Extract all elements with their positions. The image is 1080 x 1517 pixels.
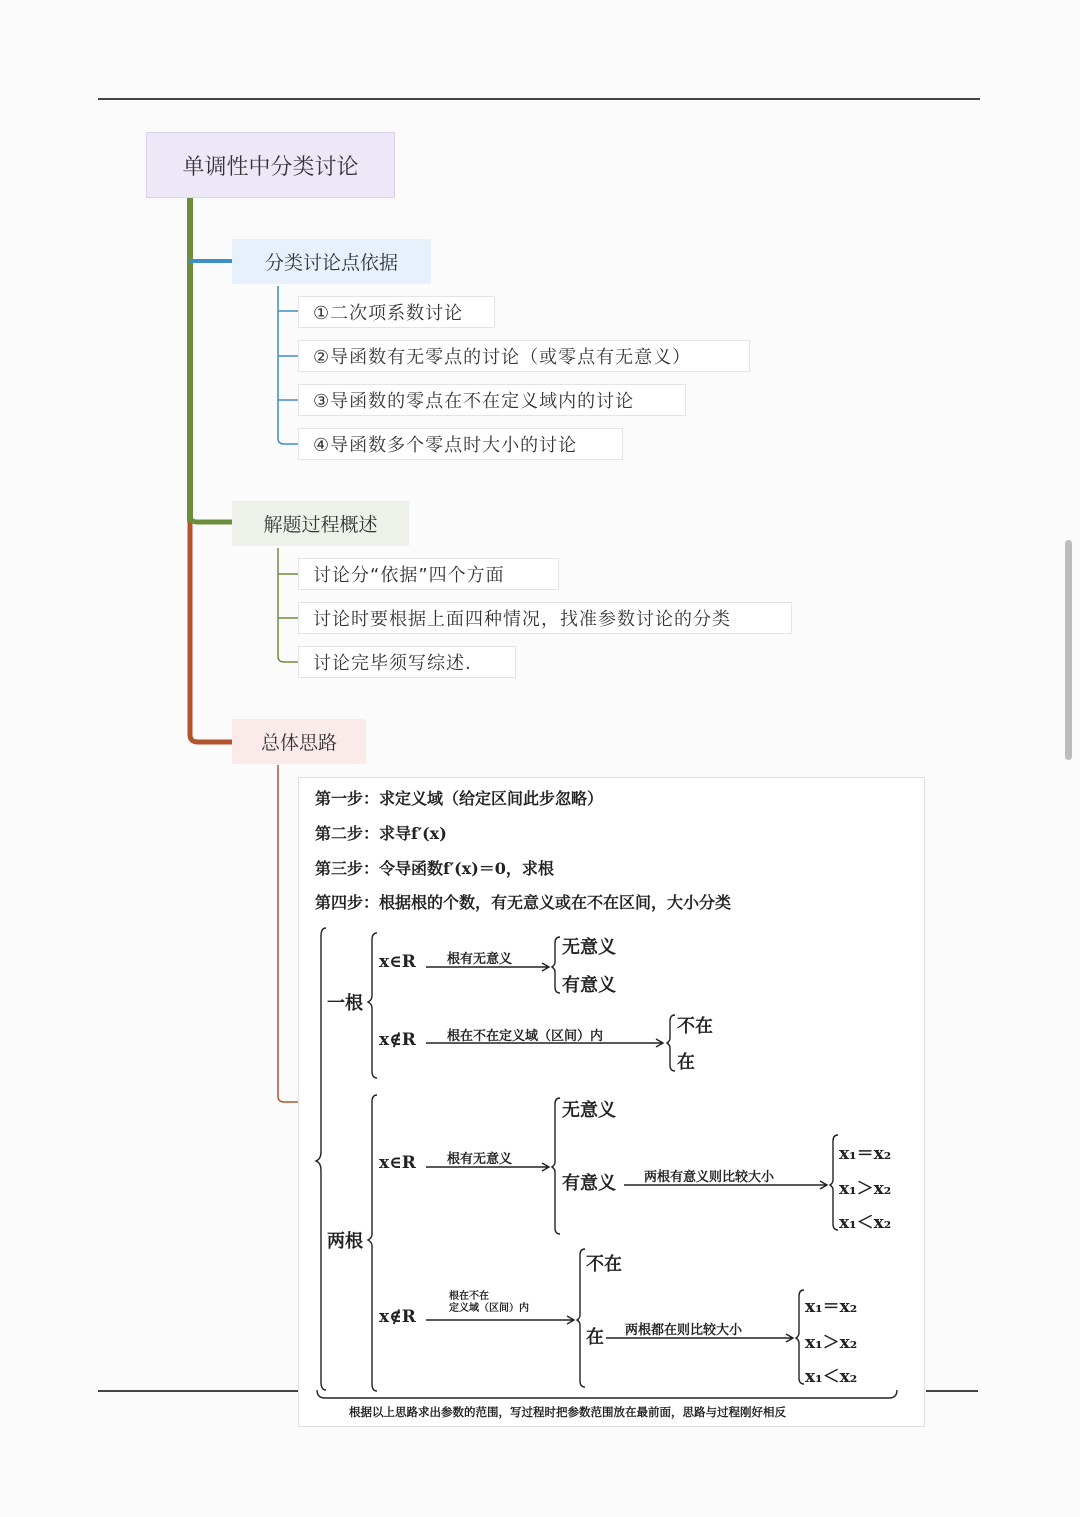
diagram-note: 根据以上思路求出参数的范围，写过程时把参数范围放在最前面，思路与过程刚好相反 (349, 1405, 786, 1419)
basis-item-text: ①二次项系数讨论 (313, 303, 464, 324)
two-roots-inR-gt: x₁＞x₂ (839, 1179, 892, 1199)
brace-two-notR (577, 1249, 585, 1387)
two-roots-notR-eq: x₁＝x₂ (805, 1297, 858, 1317)
one-root-notR-opt-in: 在 (677, 1052, 695, 1073)
one-root-label: 一根 (327, 993, 363, 1014)
section-process-label: 解题过程概述 (263, 514, 378, 536)
two-roots-notR-cond: x∉R (379, 1307, 416, 1327)
brace-two-inR (552, 1098, 560, 1234)
process-item-text: 讨论时要根据上面四种情况，找准参数讨论的分类 (313, 609, 731, 630)
two-roots-notR-opt-in: 在 (586, 1327, 604, 1348)
section-basis-label: 分类讨论点依据 (264, 252, 398, 274)
sec2-tree (278, 548, 298, 662)
branch-sec2 (190, 516, 232, 522)
basis-item-text: ④导函数多个零点时大小的讨论 (313, 435, 578, 456)
one-root-inR-opt-some: 有意义 (562, 975, 616, 996)
process-item-text: 讨论分“依据”四个方面 (313, 565, 505, 586)
one-root-inR-cond: x∈R (379, 952, 416, 972)
one-root-notR-arrow-label: 根在不在定义域（区间）内 (447, 1029, 604, 1044)
two-roots-notR-opt-out: 不在 (586, 1254, 622, 1275)
two-roots-notR-gt: x₁＞x₂ (805, 1333, 858, 1353)
two-roots-inR-opt-none: 无意义 (562, 1100, 616, 1121)
basis-item (298, 428, 623, 460)
section-process (232, 501, 409, 546)
basis-item (298, 340, 750, 372)
arrow-two-notR (426, 1316, 574, 1324)
brace-one-root (368, 933, 377, 1078)
process-item (298, 602, 792, 634)
step-3: 第三步：令导函数f′(x)＝0，求根 (315, 859, 554, 878)
two-roots-inR-arrow-label: 根有无意义 (447, 1152, 513, 1167)
basis-item (298, 384, 686, 416)
two-roots-notR-compare-label: 两根都在则比较大小 (625, 1323, 743, 1338)
basis-item (298, 296, 495, 328)
approach-diagram (298, 777, 925, 1427)
one-root-notR-opt-out: 不在 (677, 1016, 713, 1037)
step-1: 第一步：求定义域（给定区间此步忽略） (315, 789, 604, 808)
brace-outer (316, 928, 326, 1390)
two-roots-inR-compare-label: 两根有意义则比较大小 (644, 1170, 775, 1185)
two-roots-notR-arrow-line2: 定义域（区间）内 (449, 1303, 529, 1314)
section-overall-label: 总体思路 (260, 732, 337, 754)
step-4: 第四步：根据根的个数，有无意义或在不在区间，大小分类 (315, 893, 732, 912)
two-roots-notR-arrow-line1: 根在不在 (449, 1291, 489, 1302)
brace-bottom (317, 1390, 897, 1398)
brace-one-notR (667, 1015, 675, 1071)
trunk-orange (190, 522, 232, 742)
sec1-tree (278, 286, 298, 444)
section-basis (232, 239, 431, 284)
process-item (298, 646, 516, 678)
root-topic (146, 132, 395, 198)
step-2: 第二步：求导f′(x) (315, 824, 447, 843)
brace-one-inR (552, 937, 560, 993)
brace-two-roots (368, 1095, 377, 1391)
one-root-notR-cond: x∉R (379, 1030, 416, 1050)
two-roots-notR-lt: x₁＜x₂ (805, 1367, 858, 1387)
two-roots-label: 两根 (327, 1231, 363, 1252)
root-label: 单调性中分类讨论 (182, 154, 359, 180)
brace-two-compare (830, 1135, 838, 1230)
process-item-text: 讨论完毕须写综述. (313, 653, 472, 674)
one-root-inR-arrow-label: 根有无意义 (447, 952, 513, 967)
sec3-tree (278, 765, 298, 1102)
basis-item-text: ③导函数的零点在不在定义域内的讨论 (313, 391, 635, 412)
one-root-inR-opt-none: 无意义 (562, 937, 616, 958)
section-overall (232, 719, 366, 764)
brace-in-compare (796, 1290, 804, 1384)
basis-item-text: ②导函数有无零点的讨论（或零点有无意义） (313, 347, 692, 368)
two-roots-inR-lt: x₁＜x₂ (839, 1213, 892, 1233)
two-roots-inR-cond: x∈R (379, 1153, 416, 1173)
process-item (298, 558, 559, 590)
two-roots-inR-opt-some: 有意义 (562, 1173, 616, 1194)
two-roots-inR-eq: x₁＝x₂ (839, 1144, 892, 1164)
